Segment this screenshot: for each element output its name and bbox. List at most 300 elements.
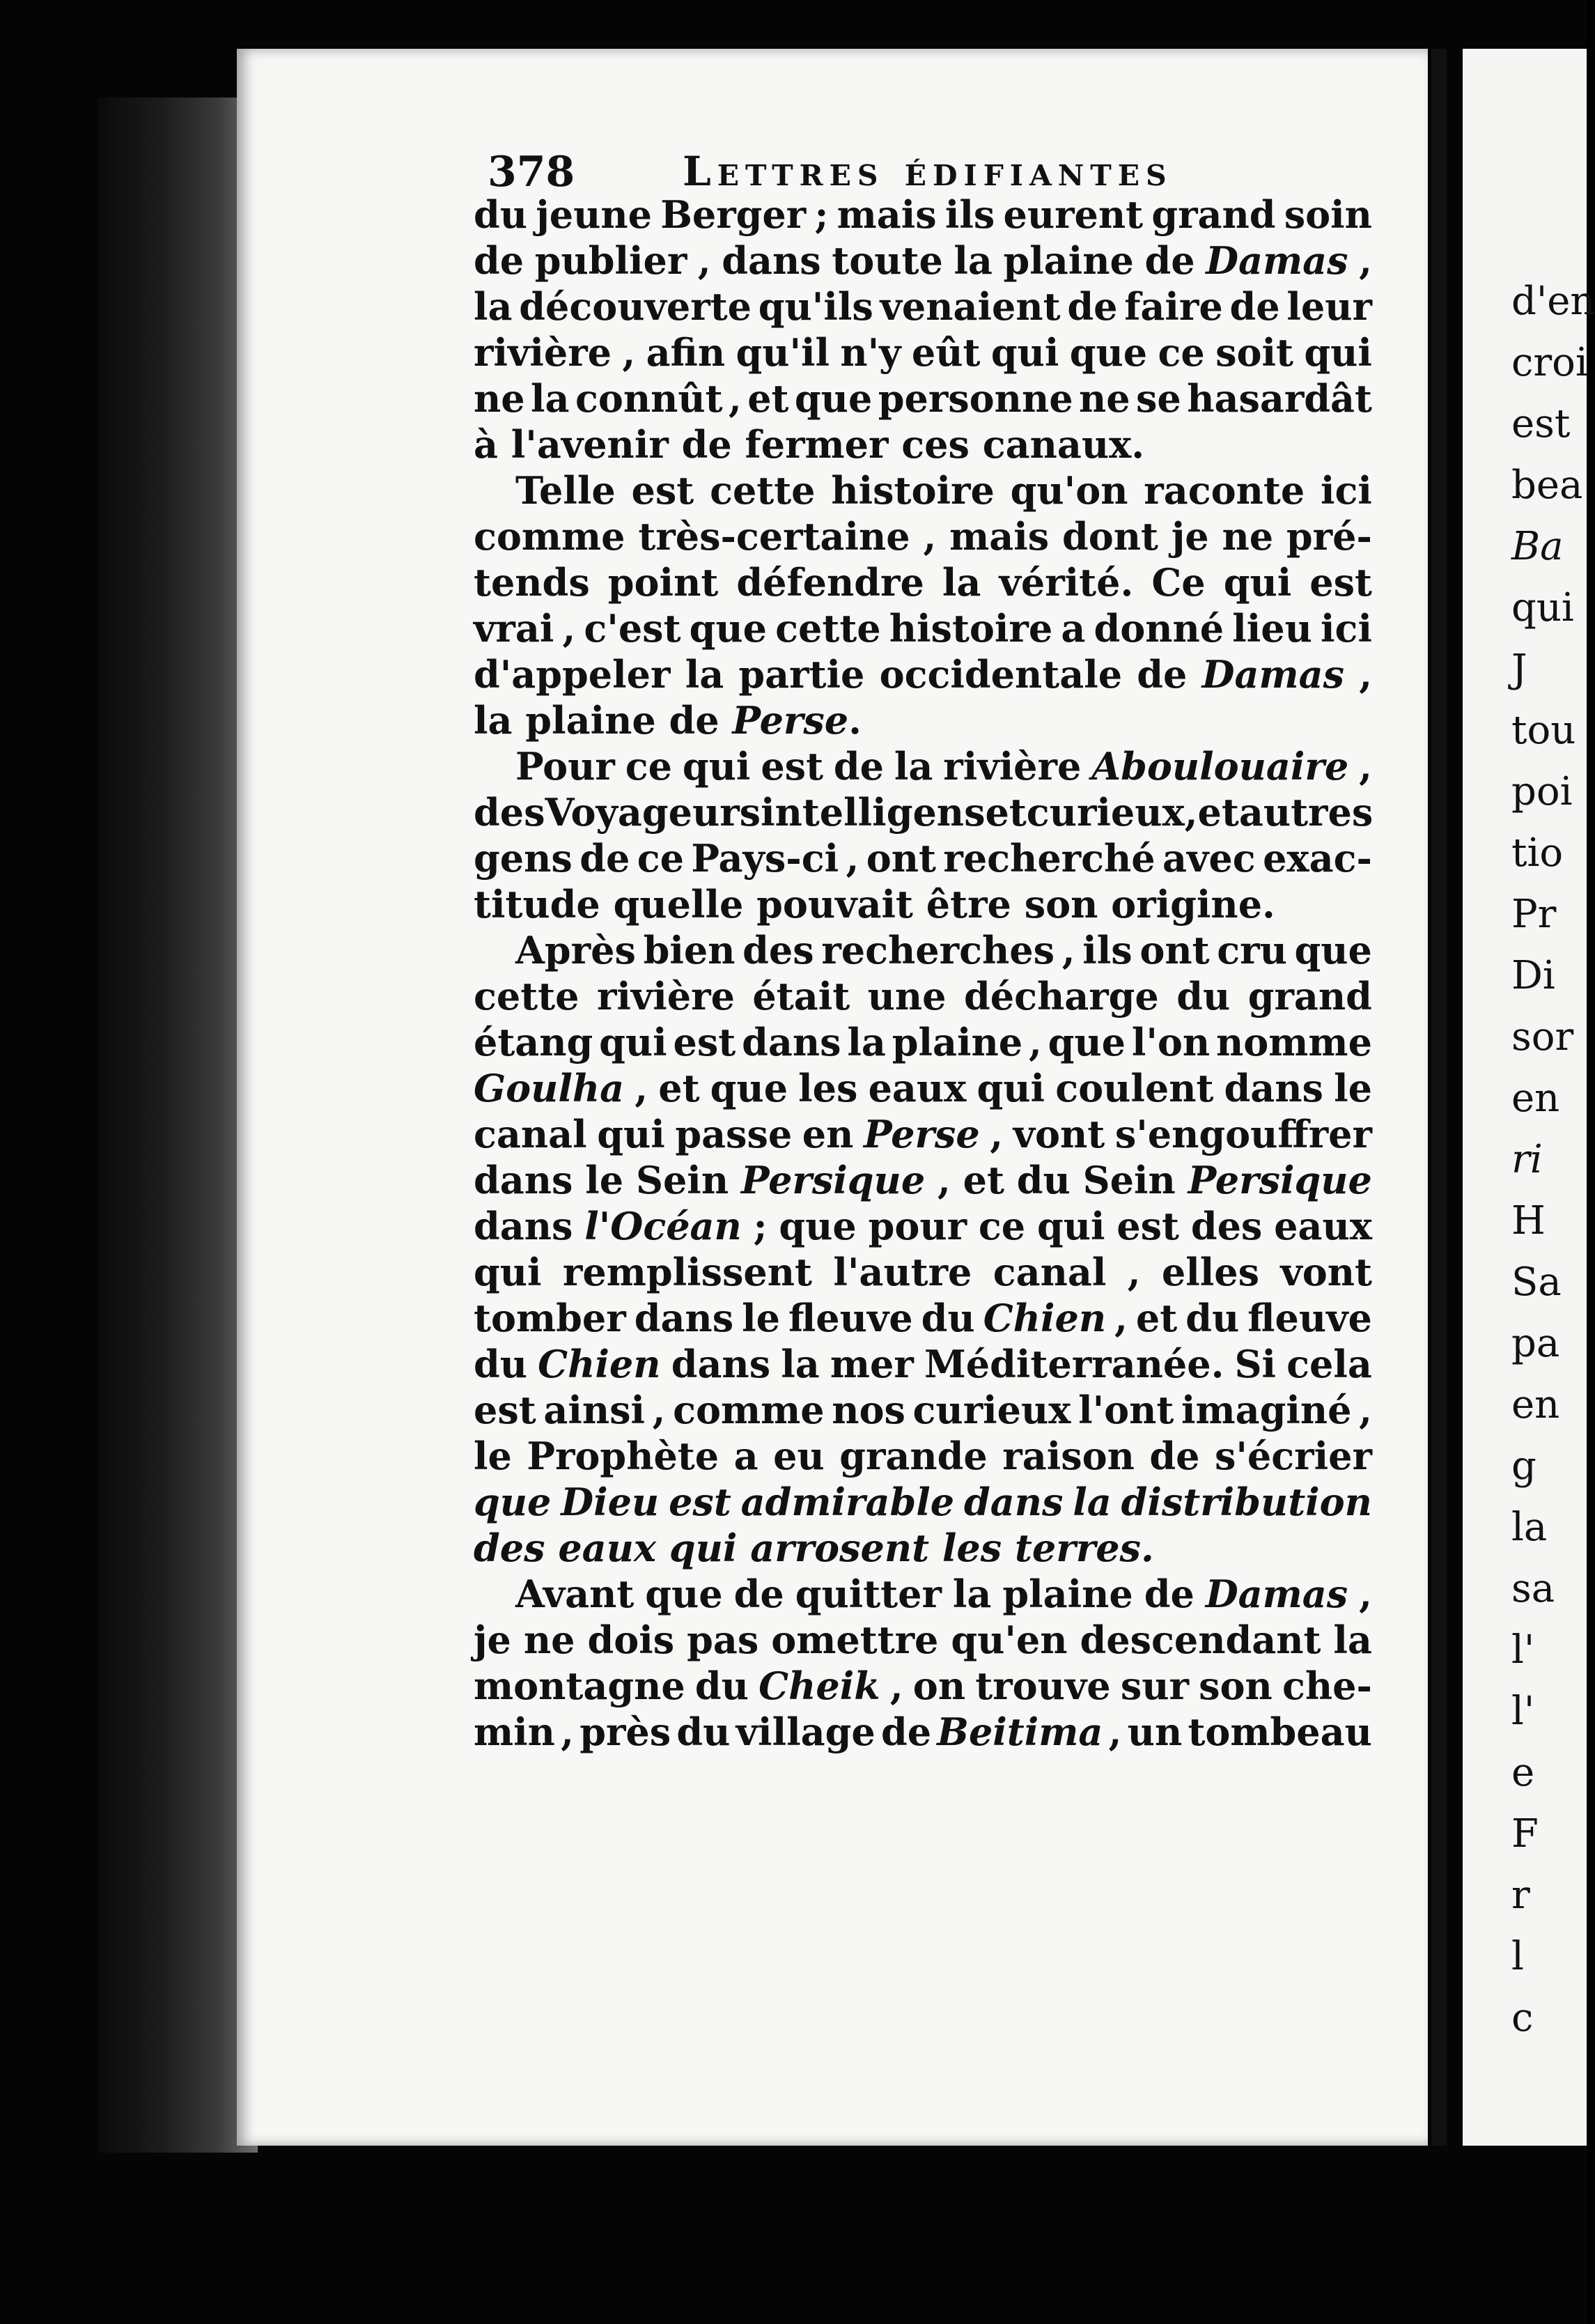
word: et bbox=[1135, 1296, 1178, 1340]
facing-page-text: r bbox=[1511, 1873, 1530, 1918]
text-line bbox=[474, 1019, 1372, 1065]
word: la bbox=[781, 1342, 820, 1386]
word: , bbox=[1114, 1296, 1128, 1340]
word: mer bbox=[830, 1342, 914, 1386]
word: dans bbox=[634, 1296, 734, 1340]
facing-page-text: c bbox=[1511, 1995, 1534, 2040]
word: che- bbox=[1282, 1664, 1372, 1708]
word: personne bbox=[878, 376, 1073, 421]
word: ils bbox=[1082, 928, 1133, 973]
word: Après bbox=[515, 928, 636, 973]
word: pour bbox=[868, 1204, 967, 1248]
word: , bbox=[652, 1388, 666, 1432]
italic-word: Chien bbox=[538, 1342, 661, 1386]
word: ici bbox=[1321, 468, 1372, 513]
word: qui bbox=[990, 330, 1059, 375]
word: ainsi bbox=[543, 1388, 646, 1432]
word: cette bbox=[474, 974, 579, 1018]
facing-page-text: en bbox=[1511, 1076, 1560, 1121]
word: que bbox=[1069, 330, 1148, 375]
word: recherché bbox=[943, 836, 1156, 881]
text-line bbox=[474, 421, 1372, 467]
italic-word: Damas bbox=[1206, 238, 1348, 283]
word: ne bbox=[1078, 376, 1130, 421]
word: soit bbox=[1215, 330, 1293, 375]
word: s'engouffrer bbox=[1114, 1112, 1372, 1156]
italic-word: admirable bbox=[740, 1480, 955, 1524]
word: plaine bbox=[1002, 1572, 1133, 1616]
word: la bbox=[685, 652, 724, 697]
text-line bbox=[474, 1111, 1372, 1157]
word: trouve bbox=[975, 1664, 1111, 1708]
word: histoire bbox=[889, 606, 1053, 651]
facing-page-text: est bbox=[1511, 401, 1571, 447]
word: tombeau bbox=[1188, 1710, 1372, 1754]
word: comme bbox=[673, 1388, 825, 1432]
word: dans bbox=[722, 238, 821, 283]
word: , bbox=[561, 1710, 574, 1754]
word: grand bbox=[1151, 192, 1276, 237]
text-line bbox=[474, 284, 1372, 330]
word: , bbox=[622, 330, 636, 375]
word: qui bbox=[1036, 1204, 1105, 1248]
word: et bbox=[985, 790, 1027, 835]
italic-word: Dieu bbox=[561, 1480, 660, 1524]
word: la bbox=[1333, 1618, 1372, 1662]
word: jeune bbox=[536, 192, 653, 237]
word: ne bbox=[474, 376, 525, 421]
word: histoire bbox=[831, 468, 995, 513]
word: découverte bbox=[519, 284, 752, 329]
word: de bbox=[579, 836, 630, 881]
word: cela bbox=[1286, 1342, 1372, 1386]
word: Berger bbox=[660, 192, 807, 237]
word: se bbox=[1136, 376, 1181, 421]
word: dois bbox=[587, 1618, 675, 1662]
word: canal bbox=[474, 1112, 587, 1156]
word: qui bbox=[474, 1250, 542, 1294]
word: dans bbox=[474, 1204, 573, 1248]
word: ont bbox=[1139, 928, 1210, 973]
text-line bbox=[474, 1157, 1372, 1203]
word: tends bbox=[474, 560, 590, 605]
facing-page-text: bea bbox=[1511, 463, 1583, 508]
word: vont bbox=[1013, 1112, 1105, 1156]
word: l'on bbox=[1131, 1020, 1211, 1064]
word: que bbox=[710, 1066, 788, 1110]
text-line bbox=[474, 1479, 1372, 1525]
facing-page-text: Di bbox=[1511, 953, 1555, 998]
word: eurent bbox=[1003, 192, 1144, 237]
word: village bbox=[736, 1710, 876, 1754]
book-gutter-shadow bbox=[98, 98, 258, 2153]
word: qui bbox=[599, 1020, 667, 1064]
word: la bbox=[894, 744, 933, 789]
word: des bbox=[1190, 1204, 1263, 1248]
text-line bbox=[474, 1203, 1372, 1249]
facing-page-text: Sa bbox=[1511, 1260, 1562, 1305]
word: , bbox=[635, 1066, 648, 1110]
facing-page-text: d'en bbox=[1511, 279, 1595, 324]
facing-page-text: H bbox=[1511, 1198, 1546, 1244]
word: est bbox=[761, 744, 824, 789]
word: , bbox=[1127, 1250, 1141, 1294]
facing-page-fragment bbox=[1463, 49, 1595, 2146]
word: du bbox=[676, 1710, 731, 1754]
running-title: Lettres édifiantes bbox=[683, 148, 1173, 195]
word: ils bbox=[944, 192, 995, 237]
word: , bbox=[923, 514, 937, 559]
word: grande bbox=[839, 1434, 988, 1478]
word: défendre bbox=[736, 560, 924, 605]
word: du bbox=[694, 1664, 749, 1708]
word: et bbox=[963, 1158, 1004, 1202]
word: donné bbox=[1094, 606, 1224, 651]
italic-word: que bbox=[474, 1480, 552, 1524]
word: est bbox=[474, 1388, 536, 1432]
word: Pour bbox=[515, 744, 615, 789]
word: ne bbox=[1222, 514, 1274, 559]
word: canal bbox=[993, 1250, 1107, 1294]
word: dans bbox=[474, 1158, 573, 1202]
word: ce bbox=[637, 836, 684, 881]
word: Voyageurs bbox=[545, 790, 761, 835]
word: , bbox=[1061, 928, 1075, 973]
text-run: . bbox=[848, 698, 862, 743]
word: fleuve bbox=[1247, 1296, 1372, 1340]
word: occidentale bbox=[879, 652, 1123, 697]
word: en bbox=[802, 1112, 854, 1156]
italic-word: Goulha bbox=[474, 1066, 625, 1110]
word: n'y bbox=[840, 330, 901, 375]
word: dans bbox=[1224, 1066, 1323, 1110]
word: omettre bbox=[771, 1618, 939, 1662]
word: son bbox=[1199, 1664, 1273, 1708]
word: s'écrier bbox=[1214, 1434, 1372, 1478]
body-text bbox=[474, 192, 1372, 1755]
text-line bbox=[474, 467, 1372, 513]
word: partie bbox=[738, 652, 865, 697]
word: raconte bbox=[1144, 468, 1305, 513]
word: faire bbox=[1124, 284, 1223, 329]
word: qui bbox=[597, 1112, 665, 1156]
word: , bbox=[1359, 238, 1372, 283]
facing-page-text: en bbox=[1511, 1382, 1560, 1427]
facing-page-text: l bbox=[1511, 1934, 1524, 1979]
italic-word: dans bbox=[963, 1480, 1064, 1524]
facing-page-text: croi bbox=[1511, 340, 1588, 385]
word: ce bbox=[978, 1204, 1026, 1248]
word: , bbox=[697, 238, 711, 283]
word: que bbox=[779, 1204, 857, 1248]
word: l'ont bbox=[1078, 1388, 1174, 1432]
word: est bbox=[631, 468, 694, 513]
word: eaux bbox=[868, 1066, 967, 1110]
word: rivière bbox=[596, 974, 735, 1018]
text-line bbox=[474, 973, 1372, 1019]
word: et bbox=[658, 1066, 700, 1110]
word: gens bbox=[474, 836, 573, 881]
facing-page-text: pa bbox=[1511, 1321, 1560, 1366]
word: qui bbox=[682, 744, 751, 789]
word: comme bbox=[474, 514, 625, 559]
facing-page-text: sor bbox=[1511, 1014, 1574, 1060]
text-line bbox=[474, 1295, 1372, 1341]
word: du bbox=[1185, 1296, 1240, 1340]
text-line bbox=[474, 1709, 1372, 1755]
italic-word: Chien bbox=[983, 1296, 1107, 1340]
word: je bbox=[1171, 514, 1209, 559]
text-line bbox=[474, 1065, 1372, 1111]
word: recherches bbox=[821, 928, 1055, 973]
word: ce bbox=[1158, 330, 1205, 375]
word: très-certaine bbox=[638, 514, 910, 559]
word: , bbox=[1359, 1572, 1372, 1616]
word: dans bbox=[671, 1342, 771, 1386]
text-line bbox=[474, 1663, 1372, 1709]
word: leur bbox=[1286, 284, 1372, 329]
word: dans bbox=[742, 1020, 841, 1064]
word: des bbox=[742, 928, 814, 973]
word: de bbox=[474, 238, 524, 283]
word: grand bbox=[1247, 974, 1372, 1018]
word: coulent bbox=[1055, 1066, 1214, 1110]
text-line bbox=[474, 789, 1372, 835]
word: afin bbox=[646, 330, 726, 375]
word: le bbox=[1334, 1066, 1372, 1110]
word: soin bbox=[1284, 192, 1372, 237]
word: Méditerranée. bbox=[924, 1342, 1224, 1386]
word: , bbox=[1359, 744, 1372, 789]
text-line bbox=[474, 743, 1372, 789]
word: curieux bbox=[1026, 790, 1185, 835]
text-line bbox=[474, 192, 1372, 238]
word: ; bbox=[753, 1204, 768, 1248]
facing-page-text: e bbox=[1511, 1750, 1535, 1795]
page-fold bbox=[1431, 49, 1447, 2146]
text-line bbox=[474, 559, 1372, 605]
text-run: la plaine de bbox=[474, 698, 733, 743]
word: Prophète bbox=[527, 1434, 719, 1478]
word: vérité. bbox=[999, 560, 1134, 605]
word: qui bbox=[977, 1066, 1045, 1110]
text-line bbox=[474, 1387, 1372, 1433]
page-number: 378 bbox=[488, 148, 575, 196]
word: du bbox=[921, 1296, 975, 1340]
word: c'est bbox=[584, 606, 681, 651]
text-line bbox=[474, 605, 1372, 651]
word: la bbox=[474, 284, 513, 329]
word: du bbox=[474, 192, 528, 237]
word: rivière bbox=[474, 330, 612, 375]
text-line bbox=[474, 1571, 1372, 1617]
word: point bbox=[607, 560, 719, 605]
word: le bbox=[585, 1158, 624, 1202]
word: , bbox=[562, 606, 576, 651]
word: du bbox=[1016, 1158, 1071, 1202]
word: connût bbox=[575, 376, 723, 421]
word: elles bbox=[1161, 1250, 1260, 1294]
word: la bbox=[942, 560, 981, 605]
italic-word: Persique bbox=[740, 1158, 926, 1202]
word: eaux bbox=[1274, 1204, 1372, 1248]
facing-page-text: l' bbox=[1511, 1627, 1535, 1673]
word: ont bbox=[866, 836, 936, 881]
word: de bbox=[1137, 652, 1188, 697]
word: remplissent bbox=[562, 1250, 812, 1294]
italic-word: Damas bbox=[1205, 1572, 1348, 1616]
word: le bbox=[742, 1296, 780, 1340]
word: montagne bbox=[474, 1664, 685, 1708]
word: je bbox=[474, 1618, 511, 1662]
text-line bbox=[474, 238, 1372, 284]
facing-page-text: F bbox=[1511, 1811, 1539, 1857]
word: cru bbox=[1217, 928, 1287, 973]
word: , bbox=[1359, 652, 1372, 697]
word: a bbox=[733, 1434, 758, 1478]
text-line bbox=[474, 835, 1372, 881]
word: un bbox=[1127, 1710, 1183, 1754]
word: pré- bbox=[1286, 514, 1372, 559]
word: des bbox=[474, 790, 545, 835]
text-line bbox=[474, 513, 1372, 559]
word: Si bbox=[1234, 1342, 1277, 1386]
word: passe bbox=[675, 1112, 793, 1156]
word: , bbox=[1359, 1388, 1372, 1432]
word: est bbox=[673, 1020, 736, 1064]
word: avec bbox=[1162, 836, 1256, 881]
word: tomber bbox=[474, 1296, 626, 1340]
word: qui bbox=[1223, 560, 1292, 605]
text-line bbox=[474, 1525, 1372, 1571]
text-line bbox=[474, 1433, 1372, 1479]
word: Telle bbox=[515, 468, 616, 513]
italic-word: est bbox=[669, 1480, 731, 1524]
word: , bbox=[1108, 1710, 1122, 1754]
word: du bbox=[1176, 974, 1231, 1018]
word: , bbox=[1184, 790, 1198, 835]
text-line bbox=[474, 1617, 1372, 1663]
italic-word: Cheik bbox=[758, 1664, 880, 1708]
facing-page-text: la bbox=[1511, 1505, 1548, 1550]
text-line bbox=[474, 375, 1372, 421]
word: , bbox=[937, 1158, 951, 1202]
text-run: titude quelle pouvait être son origine. bbox=[474, 882, 1275, 927]
text-line bbox=[474, 881, 1372, 927]
word: qui bbox=[1304, 330, 1372, 375]
word: de bbox=[1144, 1572, 1195, 1616]
word: ce bbox=[625, 744, 673, 789]
italic-word: distribution bbox=[1121, 1480, 1372, 1524]
word: de bbox=[880, 1710, 932, 1754]
word: , bbox=[1028, 1020, 1042, 1064]
word: près bbox=[579, 1710, 671, 1754]
word: bien bbox=[643, 928, 736, 973]
word: de bbox=[1144, 238, 1195, 283]
word: que bbox=[1048, 1020, 1126, 1064]
word: la bbox=[954, 238, 993, 283]
word: une bbox=[867, 974, 947, 1018]
word: que bbox=[1294, 928, 1372, 973]
word: la bbox=[531, 376, 570, 421]
word: raison bbox=[1002, 1434, 1135, 1478]
word: sur bbox=[1120, 1664, 1189, 1708]
word: étang bbox=[474, 1020, 593, 1064]
word: venaient bbox=[880, 284, 1061, 329]
word: lieu bbox=[1232, 606, 1312, 651]
text-line bbox=[474, 697, 1372, 743]
word: et bbox=[747, 376, 789, 421]
text-run: à l'avenir de fermer ces canaux. bbox=[474, 422, 1145, 467]
word: l'autre bbox=[833, 1250, 972, 1294]
word: , bbox=[990, 1112, 1004, 1156]
word: que bbox=[645, 1572, 723, 1616]
word: du bbox=[474, 1342, 528, 1386]
word: que bbox=[794, 376, 873, 421]
italic-phrase: des eaux qui arrosent les terres. bbox=[474, 1526, 1154, 1570]
word: plaine bbox=[892, 1020, 1023, 1064]
facing-page-text: sa bbox=[1511, 1566, 1555, 1611]
word: mais bbox=[837, 192, 937, 237]
word: la bbox=[847, 1020, 886, 1064]
word: qu'il bbox=[736, 330, 830, 375]
italic-word: Damas bbox=[1201, 652, 1344, 697]
word: vrai bbox=[474, 606, 554, 651]
italic-word: Beitima bbox=[937, 1710, 1103, 1754]
word: de bbox=[1067, 284, 1118, 329]
word: les bbox=[798, 1066, 858, 1110]
word: eût bbox=[911, 330, 981, 375]
word: dont bbox=[1061, 514, 1158, 559]
italic-phrase: Perse bbox=[732, 698, 849, 743]
word: , bbox=[889, 1664, 903, 1708]
word: hasardât bbox=[1187, 376, 1372, 421]
word: ici bbox=[1321, 606, 1372, 651]
italic-word: Persique bbox=[1188, 1158, 1372, 1202]
word: plaine bbox=[1003, 238, 1134, 283]
facing-page-text: Pr bbox=[1511, 892, 1557, 937]
facing-page-text: Ba bbox=[1511, 524, 1564, 569]
word: exac- bbox=[1263, 836, 1372, 881]
word: nomme bbox=[1216, 1020, 1372, 1064]
word: fleuve bbox=[788, 1296, 913, 1340]
word: est bbox=[1116, 1204, 1179, 1248]
word: de bbox=[833, 744, 885, 789]
facing-page-text: g bbox=[1511, 1443, 1536, 1489]
word: était bbox=[752, 974, 850, 1018]
word: pas bbox=[687, 1618, 759, 1662]
word: , bbox=[846, 836, 859, 881]
word: , bbox=[728, 376, 742, 421]
text-line bbox=[474, 651, 1372, 697]
italic-word: la bbox=[1073, 1480, 1112, 1524]
text-line bbox=[474, 1341, 1372, 1387]
word: Sein bbox=[1082, 1158, 1176, 1202]
word: rivière bbox=[943, 744, 1082, 789]
word: toute bbox=[832, 238, 943, 283]
facing-page-text: l' bbox=[1511, 1689, 1535, 1734]
word: intelligens bbox=[761, 790, 986, 835]
word: de bbox=[1229, 284, 1280, 329]
italic-word: Aboulouaire bbox=[1091, 744, 1349, 789]
word: décharge bbox=[963, 974, 1159, 1018]
word: imaginé bbox=[1181, 1388, 1352, 1432]
word: Avant bbox=[515, 1572, 635, 1616]
facing-page-text: qui bbox=[1511, 585, 1574, 630]
word: ; bbox=[814, 192, 829, 237]
word: nos bbox=[832, 1388, 905, 1432]
word: est bbox=[1309, 560, 1372, 605]
